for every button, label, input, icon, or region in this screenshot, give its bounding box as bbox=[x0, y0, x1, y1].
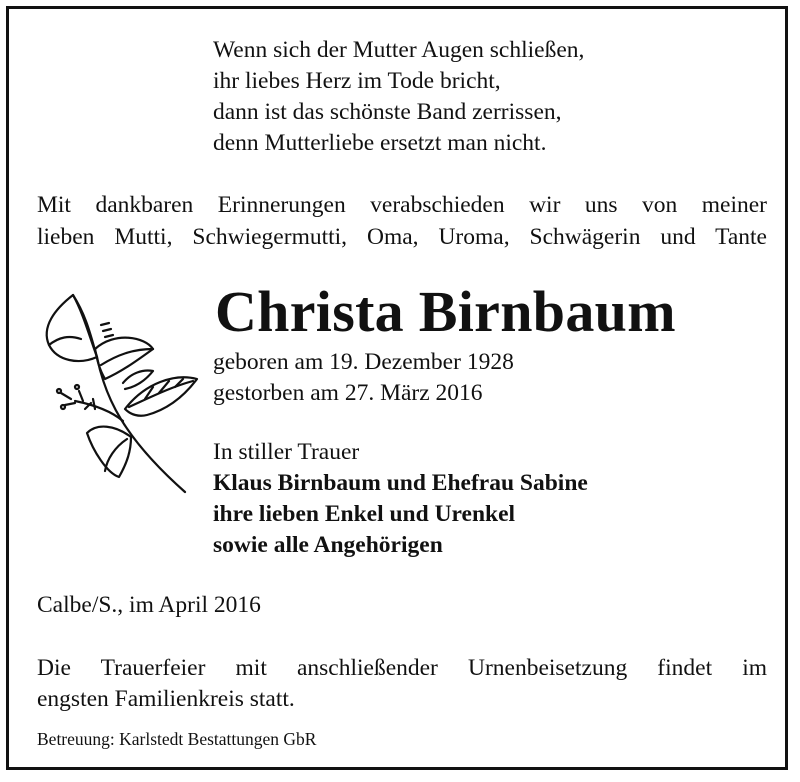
poem-line: ihr liebes Herz im Tode bricht, bbox=[213, 68, 501, 94]
farewell-line: lieben Mutti, Schwiegermutti, Oma, Uroma, Schwägerin und Tante bbox=[37, 224, 767, 250]
deceased-name: Christa Birnbaum bbox=[215, 279, 676, 344]
poem-line: Wenn sich der Mutter Augen schließen, bbox=[213, 37, 585, 63]
life-dates bbox=[213, 347, 514, 409]
ceremony-text bbox=[37, 653, 767, 715]
poem-line: dann ist das schönste Band zerrissen, bbox=[213, 99, 562, 125]
ceremony-line: engsten Familienkreis statt. bbox=[37, 686, 295, 712]
death-date: gestorben am 27. März 2016 bbox=[213, 380, 483, 406]
mourner-name: ihre lieben Enkel und Urenkel bbox=[213, 501, 516, 527]
funeral-home-credit: Betreuung: Karlstedt Bestattungen GbR bbox=[37, 729, 317, 749]
mourner-name: Klaus Birnbaum und Ehefrau Sabine bbox=[213, 470, 588, 496]
farewell-line: Mit dankbaren Erinnerungen verabschieden wir uns von meiner bbox=[37, 192, 767, 218]
poem-line: denn Mutterliebe ersetzt man nicht. bbox=[213, 130, 547, 156]
ceremony-line: Die Trauerfeier mit anschließender Urnenbeisetzung findet im bbox=[37, 655, 767, 681]
mourners-block bbox=[213, 437, 588, 561]
calla-lily-icon bbox=[35, 287, 205, 497]
place-date: Calbe/S., im April 2016 bbox=[37, 592, 261, 618]
memorial-poem bbox=[213, 35, 584, 159]
mourner-name: sowie alle Angehörigen bbox=[213, 532, 443, 558]
birth-date: geboren am 19. Dezember 1928 bbox=[213, 349, 514, 375]
mourning-heading: In stiller Trauer bbox=[213, 439, 360, 465]
obituary-notice bbox=[6, 6, 788, 770]
farewell-text bbox=[37, 189, 767, 253]
